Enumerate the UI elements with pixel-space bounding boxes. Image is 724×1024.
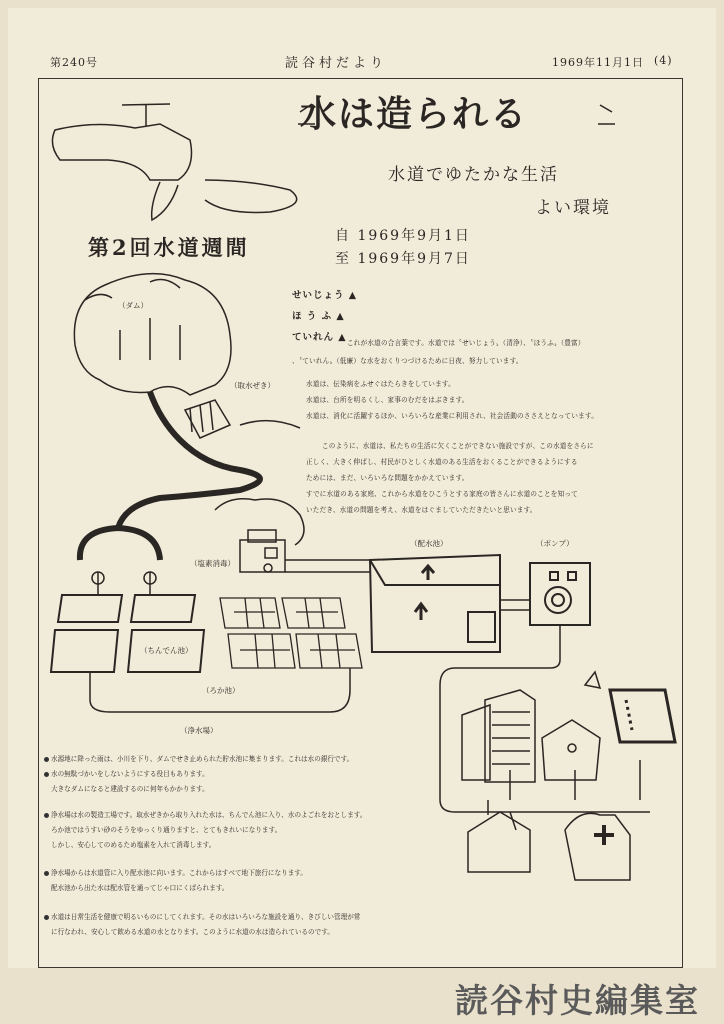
label-purification: （浄水場）	[180, 726, 218, 735]
event-title: 第2回水道週間	[88, 235, 250, 260]
bullet-icon	[44, 915, 49, 920]
bullet-icon	[44, 871, 49, 876]
body-line: すでに水道のある家庭、これから水道をひこうとする家庭の皆さんに水道のことを知って	[306, 490, 578, 498]
label-filtration: （ろか池）	[202, 686, 240, 695]
watermark: 読谷村史編集室	[455, 981, 700, 1020]
intro-line: 水道は、台所を明るくし、家事のむだをはぶきます。	[306, 396, 469, 404]
date-from: 自 1969年9月1日	[335, 228, 471, 244]
intro-line: これが水道の合言葉です。水道では〝せいじょう〟（清浄）、〝ほうふ〟（豊富）	[347, 339, 585, 347]
settling-tank-icon	[51, 595, 204, 672]
note-item: 浄水場からは水道管に入り配水池に向います。これからはすべて地下旅行になります。 配水池から出た水は配水管を通ってじゃ口にくばられます。	[44, 866, 307, 896]
date-to: 至 1969年9月7日	[335, 251, 471, 267]
body-line: いただき、水道の問題を考え、水道をはぐましていただきたいと思います。	[306, 506, 537, 514]
label-dam: （ダム）	[118, 301, 148, 310]
keyword-seijou: せいじょう ▲	[292, 290, 358, 301]
subtitle-line1: 水道でゆたかな生活	[388, 165, 559, 185]
note-item: 水源地に降った雨は、小川を下り、ダムでせき止められた貯水池に集まります。これは水の銀行です。	[44, 752, 353, 767]
intro-line: 水道は、消化に活躍するほか、いろいろな産業に利用され、社会活動のささえとなっています。	[306, 412, 598, 420]
keyword-teiren: ていれん ▲	[292, 332, 347, 343]
keyword-houfu: ほ う ふ ▲	[292, 311, 345, 322]
note-item: 水の無駄づかいをしないようにする役目もあります。 大きなダムになると建設するのに何年もかかります。	[44, 767, 209, 797]
label-chlorination: （塩素消毒）	[190, 559, 235, 568]
note-item: 浄水場は水の製造工場です。取水ぜきから取り入れた水は、ちんでん池に入り、水のよごれをおとします。 ろか池ではうすい砂のそうをゆっくり通りますと、とてもきれいになります。 しかし、安心してのめるため塩素を入れて消毒します。	[44, 808, 366, 853]
bullet-icon	[44, 757, 49, 762]
intro-line: 、〝ていれん〟（低廉）な水をおくりつづけるために日夜、努力しています。	[292, 357, 523, 365]
dam-icon	[74, 274, 231, 395]
body-line: ためには、まだ、いろいろな問題をかかえています。	[306, 474, 469, 482]
label-intake: （取水ぜき）	[230, 381, 275, 390]
hospital-icon	[565, 813, 630, 880]
filtration-tank-icon	[220, 598, 362, 668]
label-pump: （ポンプ）	[536, 539, 574, 548]
label-distribution: （配水池）	[410, 539, 448, 548]
distribution-reservoir-icon	[370, 555, 500, 652]
apartment-building-icon	[462, 690, 535, 782]
main-title: 水は造られる	[300, 93, 529, 135]
house-icon	[542, 720, 600, 780]
issue-date: 1969年11月1日	[552, 56, 644, 69]
newsletter-name: 読谷村だより	[285, 56, 388, 71]
note-item: 水道は日常生活を健康で明るいものにしてくれます。その水はいろいろな施設を通り、きびしい管理が常 に行なわれ、安心して飲める水道の水となります。このように水道の水は造られているのです。	[44, 910, 360, 940]
body-line: このように、水道は、私たちの生活に欠くことができない施設ですが、この水道をさらに	[322, 442, 594, 450]
subtitle-line2: よい環境	[535, 198, 611, 218]
body-line: 正しく、大きく伸ばし、村民がひとしく水道のある生活をおくることができるようにする	[306, 458, 578, 466]
factory-icon	[468, 800, 530, 872]
page-number: (4)	[654, 54, 673, 67]
intro-line: 水道は、伝染病をふせぐはたらきをしています。	[306, 380, 455, 388]
issue-number: 第240号	[50, 56, 98, 69]
bullet-icon	[44, 813, 49, 818]
bullet-icon	[44, 772, 49, 777]
intake-weir-icon	[185, 400, 300, 438]
label-settling: （ちんでん池）	[140, 646, 193, 655]
school-icon	[610, 690, 675, 742]
pump-icon	[530, 563, 590, 625]
